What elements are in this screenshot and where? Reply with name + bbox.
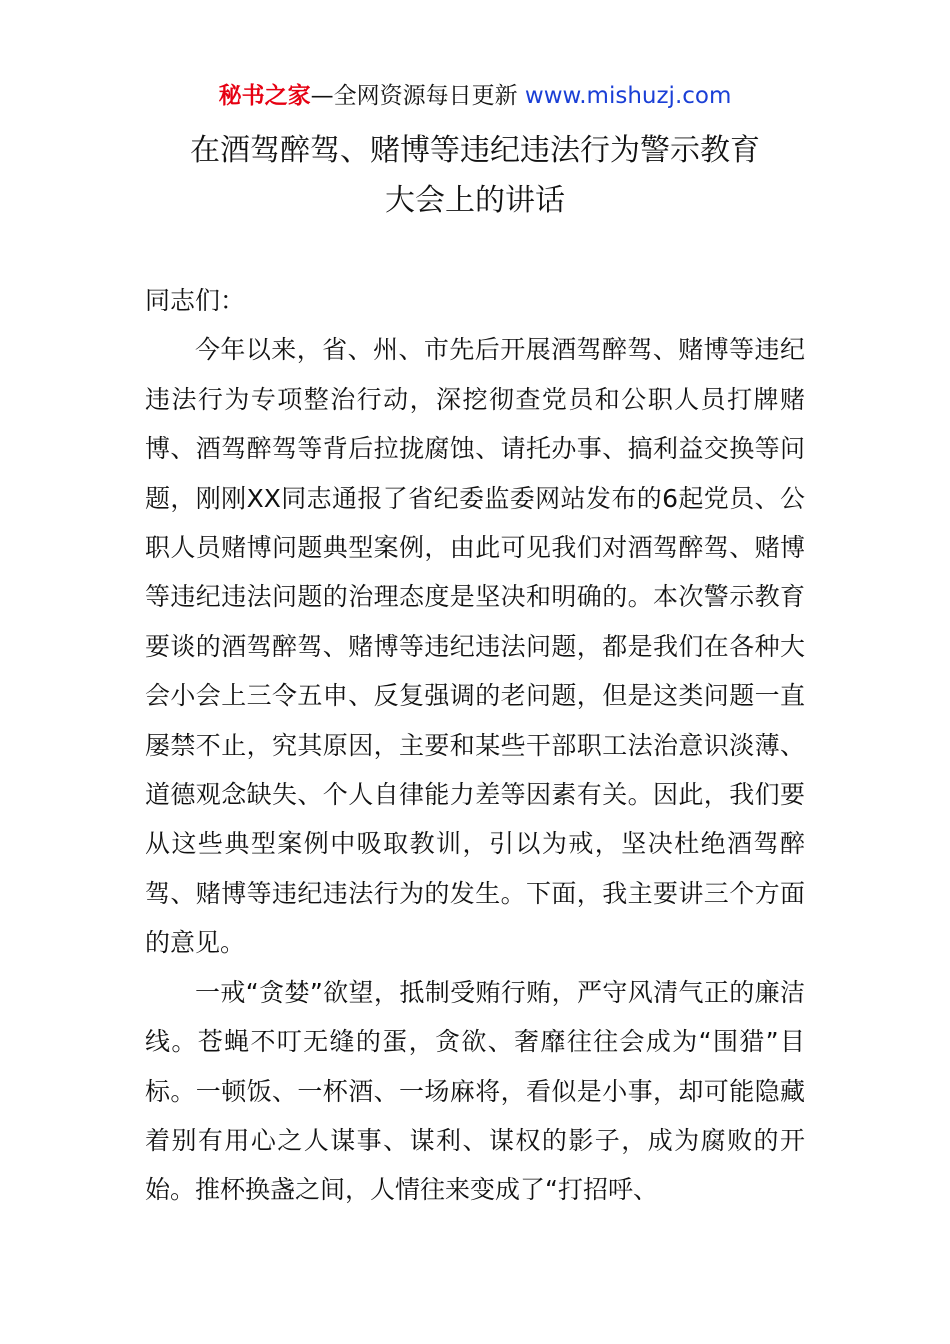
site-header (0, 80, 950, 112)
salutation: 同志们： (145, 286, 246, 315)
site-tagline: —全网资源每日更新 (310, 83, 525, 109)
document-title-line-2: 大会上的讲话 (385, 183, 565, 218)
document-title-line-1: 在酒驾醉驾、赌博等违纪违法行为警示教育 (190, 133, 760, 168)
paragraph: 一戒“贪婪”欲望，抵制受贿行贿，严守风清气正的廉洁线。苍蝇不叮无缝的蛋，贪欲、奢靡往往会成为“围猎”目标。一顿饭、一杯酒、一场麻将，看似是小事，却可能隐藏着别有用心之人谋事、谋利、谋权的影子，成为腐败的开始。推杯换盏之间，人情往来变成了“打招呼、 (145, 977, 805, 1205)
paragraph: 今年以来，省、州、市先后开展酒驾醉驾、赌博等违纪违法行为专项整治行动，深挖彻查党员和公职人员打牌赌博、酒驾醉驾等背后拉拢腐蚀、请托办事、搞利益交换等问题，刚刚XX同志通报了省纪委监委网站发布的6起党员、公职人员赌博问题典型案例，由此可见我们对酒驾醉驾、赌博等违纪违法问题的治理态度是坚决和明确的。本次警示教育要谈的酒驾醉驾、赌博等违纪违法问题，都是我们在各种大会小会上三令五申、反复强调的老问题，但是这类问题一直屡禁不止，究其原因，主要和某些干部职工法治意识淡薄、道德观念缺失、个人自律能力差等因素有关。因此，我们要从这些典型案例中吸取教训，引以为戒，坚决杜绝酒驾醉驾、赌博等违纪违法行为的发生。下面，我主要讲三个方面的意见。 (145, 335, 805, 958)
document-title (0, 126, 950, 226)
site-url-link[interactable]: www.mishuzj.com (524, 83, 732, 109)
site-name: 秘书之家 (218, 83, 311, 109)
document-body (145, 276, 805, 1215)
